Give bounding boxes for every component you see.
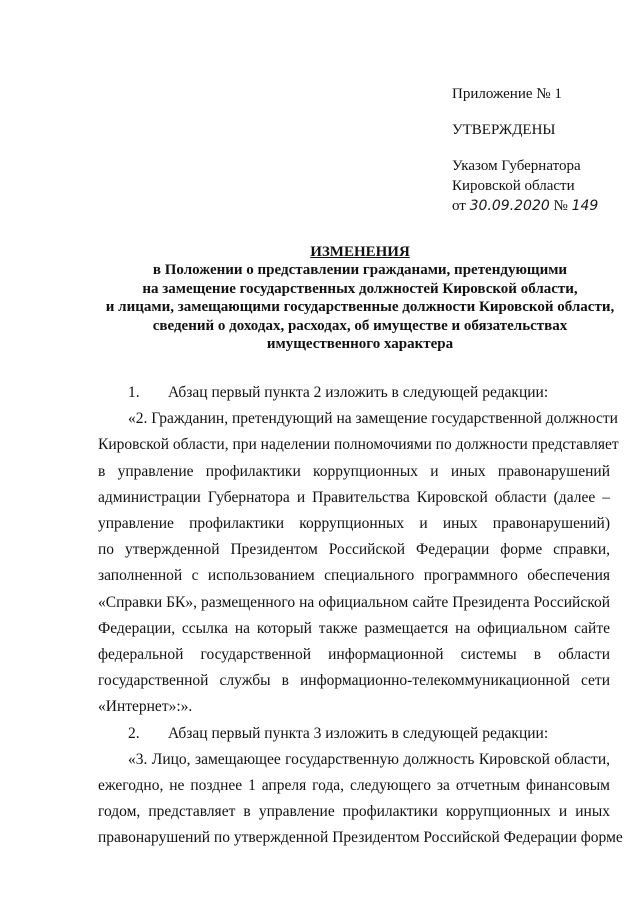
item-number: 1. bbox=[128, 384, 140, 401]
item-text: Абзац первый пункта 2 изложить в следующей редакции: bbox=[168, 384, 549, 401]
paragraph-line: «2. Гражданин, претендующий на замещение государственной должности bbox=[128, 410, 618, 428]
paragraph-line: Кировской области, при наделении полномочиями по должности представляет bbox=[98, 436, 619, 454]
item-1 bbox=[98, 380, 610, 406]
paragraph-line: управление профилактики коррупционных и иных правонарушений) bbox=[98, 515, 610, 533]
paragraph-line: Федерации, ссылка на который также размещается на официальном сайте bbox=[98, 619, 610, 637]
paragraph-line: заполненной с использованием специального программного обеспечения bbox=[98, 567, 610, 585]
paragraph-line: федеральной государственной информационной системы в области bbox=[98, 646, 610, 664]
paragraph-line: государственной службы в информационно-телекоммуникационной сети bbox=[98, 672, 610, 690]
paragraph-line: «Справки БК», размещенного на официальном сайте Президента Российской bbox=[98, 593, 610, 611]
handwritten-date: 30.09.2020 bbox=[469, 198, 550, 214]
paragraph-line: в управление профилактики коррупционных и иных правонарушений bbox=[98, 462, 610, 480]
paragraph-line: по утвержденной Президентом Российской Федерации форме справки, bbox=[98, 541, 610, 559]
paragraph-line: «3. Лицо, замещающее государственную должность Кировской области, bbox=[128, 750, 610, 768]
document-body bbox=[98, 380, 623, 852]
item-number: 2. bbox=[128, 724, 140, 742]
decree-line-1: Указом Губернатора bbox=[452, 158, 581, 174]
item-2 bbox=[98, 721, 610, 747]
number-prefix: № bbox=[553, 198, 568, 214]
item-text: Абзац первый пункта 3 изложить в следующей редакции: bbox=[168, 724, 549, 742]
decree-line-2: Кировской области bbox=[452, 178, 575, 194]
heading-line: на замещение государственных должностей Кировской области, bbox=[142, 280, 578, 297]
handwritten-number: 149 bbox=[571, 198, 599, 214]
document-heading bbox=[90, 243, 630, 353]
heading-line: в Положении о представлении гражданами, претендующими bbox=[152, 262, 568, 279]
paragraph-line: ежегодно, не позднее 1 апреля года, следующего за отчетным финансовым bbox=[98, 777, 610, 795]
approval-block bbox=[452, 84, 598, 216]
paragraph-line: правонарушений по утвержденной Президентом Российской Федерации форме bbox=[98, 829, 623, 847]
paragraph-line: администрации Губернатора и Правительства Кировской области (далее – bbox=[98, 488, 610, 506]
heading-line: имущественного характера bbox=[266, 336, 454, 353]
approved-label: УТВЕРЖДЕНЫ bbox=[452, 122, 556, 138]
date-prefix: от bbox=[452, 198, 466, 214]
document-title: ИЗМЕНЕНИЯ bbox=[310, 244, 410, 260]
appendix-label: Приложение № 1 bbox=[452, 86, 562, 102]
decree-date-line bbox=[452, 196, 598, 216]
heading-line: сведений о доходах, расходах, об имуществе и обязательствах bbox=[152, 317, 568, 334]
heading-line: и лицами, замещающими государственные должности Кировской области, bbox=[105, 299, 615, 316]
paragraph-line: «Интернет»:». bbox=[98, 698, 193, 716]
paragraph-line: годом, представляет в управление профилактики коррупционных и иных bbox=[98, 803, 610, 821]
